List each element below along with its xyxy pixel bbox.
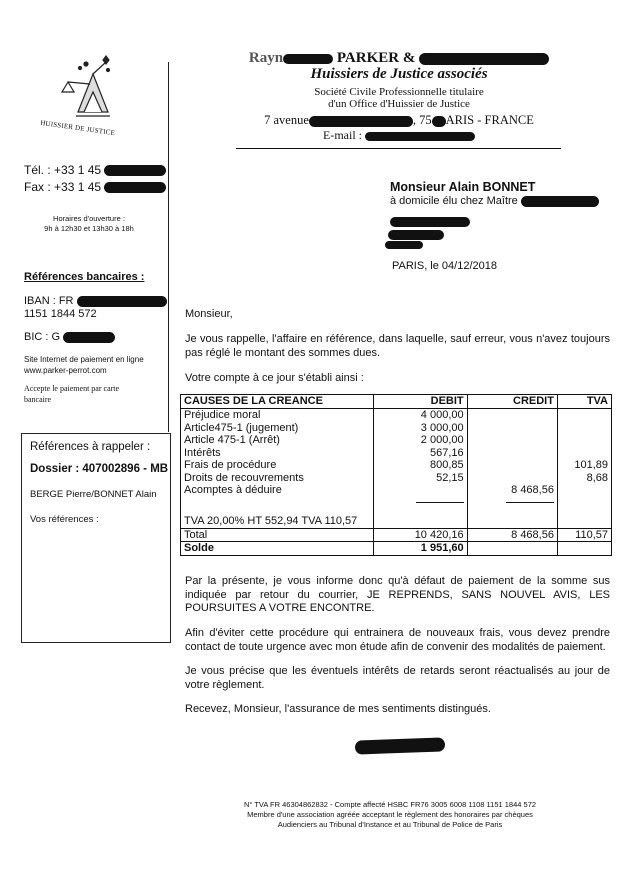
col-header-causes: CAUSES DE LA CREANCE: [181, 395, 374, 409]
cell-debit: 800,85: [373, 459, 467, 472]
addr-mid: , 75: [412, 113, 432, 127]
header-rule: [236, 148, 561, 149]
paragraph-1: Je vous rappelle, l'affaire en référence, dans laquelle, sauf erreur, vous n'avez toujours pas réglé le montant des sommes dues.: [185, 333, 610, 359]
cell-tva: [557, 422, 611, 435]
hours-title: Horaires d'ouverture :: [53, 214, 125, 223]
cell-cause: Article475-1 (jugement): [181, 422, 374, 435]
cell-cause: Préjudice moral: [181, 409, 374, 422]
footer-line3: Audienciers au Tribunal d'Instance et au Tribunal de Police de Paris: [277, 820, 503, 829]
paragraph-2: Votre compte à ce jour s'établi ainsi :: [185, 372, 364, 384]
cell-debit: 52,15: [373, 472, 467, 485]
parties: BERGE Pierre/BONNET Alain: [30, 489, 157, 500]
table-header-row: [181, 395, 612, 409]
firm-line1: Société Civile Professionnelle titulaire: [314, 86, 484, 98]
firm-mid: PARKER &: [336, 50, 416, 66]
refs-title: Références à rappeler :: [30, 441, 151, 453]
paragraph-3: Par la présente, je vous informe donc qu'à défaut de paiement de la somme sus indiquée par retour du courrier, JE REPRENDS, SANS NOUVEL AVIS, LES POURSUITES A VOTRE ENCONTRE.: [185, 575, 610, 614]
table-row: [181, 484, 612, 497]
addr-start: 7 avenue: [264, 113, 309, 127]
col-header-tva: TVA: [557, 395, 611, 409]
cell-credit: [467, 459, 557, 472]
bic-line: [24, 331, 115, 343]
redaction: [104, 182, 166, 193]
letter-date: PARIS, le 04/12/2018: [392, 260, 497, 272]
total-tva: 110,57: [557, 528, 611, 542]
hours-value: 9h à 12h30 et 13h30 à 18h: [44, 224, 134, 233]
iban-label: IBAN : FR: [24, 295, 74, 307]
your-refs: Vos références :: [30, 514, 99, 525]
recipient-domicile: à domicile élu chez Maître: [390, 195, 518, 207]
recipient-line1: [390, 195, 599, 207]
cell-tva: [557, 409, 611, 422]
cell-debit: 2 000,00: [373, 434, 467, 447]
balance-amount: 1 951,60: [373, 542, 467, 556]
cell-credit: [467, 472, 557, 485]
logo-caption: HUISSIER DE JUSTICE: [39, 118, 116, 138]
phone-value: +33 1 45: [54, 163, 102, 177]
cell-debit: [373, 484, 467, 497]
footer-line2: Membre d'une association agréée acceptant le règlement des honoraires par chèques: [247, 810, 533, 819]
cell-credit: [467, 422, 557, 435]
col-header-credit: CREDIT: [467, 395, 557, 409]
total-row: [181, 528, 612, 542]
total-debit: 10 420,16: [373, 528, 467, 542]
redaction: [521, 196, 599, 207]
paragraph-4: Afin d'éviter cette procédure qui entrainera de nouveaux frais, vous devez prendre contact de toute urgence avec mon étude afin de convenir des modalités de paiement.: [185, 627, 610, 653]
firm-prefix: Rayn: [248, 50, 284, 66]
redaction: [309, 116, 413, 127]
left-column-divider: [168, 62, 169, 432]
redaction: [432, 116, 446, 127]
cell-credit: [467, 447, 557, 460]
cell-cause: Droits de recouvrements: [181, 472, 374, 485]
firm-address: [234, 113, 564, 128]
greeting: Monsieur,: [185, 308, 233, 320]
cell-credit: 8 468,56: [467, 484, 557, 497]
fax-value: +33 1 45: [54, 180, 102, 194]
card-payment-line2: bancaire: [24, 395, 52, 404]
table-spacer-row: [181, 497, 612, 510]
firm-email: [234, 128, 564, 143]
cell-cause: Article 475-1 (Arrêt): [181, 434, 374, 447]
recipient-redacted-3: [385, 236, 423, 254]
subtotal-rule: [416, 502, 464, 503]
iban-line: [24, 295, 167, 307]
firm-name: [234, 50, 564, 67]
references-box: [21, 433, 171, 643]
footer-line1: N° TVA FR 46304862832 - Compte affecté HSBC FR76 3005 6008 1108 1151 1844 572: [243, 800, 537, 809]
cell-tva: 101,89: [557, 459, 611, 472]
cell-tva: [557, 434, 611, 447]
email-label: E-mail :: [323, 128, 362, 142]
tva-row: [181, 515, 612, 528]
payment-site-label: Site Internet de paiement en ligne: [24, 355, 144, 364]
cell-tva: [557, 447, 611, 460]
total-credit: 8 468,56: [467, 528, 557, 542]
redaction: [385, 241, 423, 249]
redaction: [77, 296, 167, 307]
tva-summary: TVA 20,00% HT 552,94 TVA 110,57: [181, 515, 374, 528]
cell-cause: Frais de procédure: [181, 459, 374, 472]
balance-row: [181, 542, 612, 556]
iban-tail: 1151 1844 572: [24, 308, 97, 320]
table-row: [181, 409, 612, 422]
cell-cause: Acomptes à déduire: [181, 484, 374, 497]
redaction: [104, 165, 166, 176]
cell-tva: 8,68: [557, 472, 611, 485]
cell-cause: Intérêts: [181, 447, 374, 460]
firm-line2: d'un Office d'Huissier de Justice: [328, 98, 470, 110]
phone-line: [24, 163, 166, 177]
phone-label: Tél. :: [24, 163, 51, 177]
signature-redaction: [355, 737, 445, 754]
bic-label: BIC : G: [24, 331, 61, 343]
cell-credit: [467, 434, 557, 447]
col-header-debit: DEBIT: [373, 395, 467, 409]
claims-table: [180, 394, 612, 556]
payment-site-url[interactable]: www.parker-perrot.com: [24, 366, 107, 375]
cell-debit: 4 000,00: [373, 409, 467, 422]
subtotal-rule: [506, 502, 554, 503]
table-row: [181, 447, 612, 460]
redaction: [283, 54, 333, 64]
balance-label: Solde: [181, 542, 374, 556]
cell-debit: 567,16: [373, 447, 467, 460]
table-row: [181, 422, 612, 435]
table-row: [181, 472, 612, 485]
bank-refs-title: Références bancaires :: [24, 271, 145, 283]
paragraph-6: Recevez, Monsieur, l'assurance de mes sentiments distingués.: [185, 703, 491, 715]
dossier-number: Dossier : 407002896 - MB: [30, 463, 169, 475]
fax-label: Fax :: [24, 180, 51, 194]
cell-debit: 3 000,00: [373, 422, 467, 435]
redaction: [419, 53, 549, 65]
fax-line: [24, 180, 166, 194]
addr-end: ARIS - FRANCE: [445, 113, 534, 127]
table-row: [181, 459, 612, 472]
paragraph-5: Je vous précise que les éventuels intérêts de retards seront réactualisés au jour de votre règlement.: [185, 665, 610, 691]
redaction: [63, 332, 115, 343]
cell-credit: [467, 409, 557, 422]
firm-title: Huissiers de Justice associés: [310, 66, 488, 82]
recipient-name: Monsieur Alain BONNET: [390, 180, 536, 194]
redaction: [365, 132, 475, 141]
total-label: Total: [181, 528, 374, 542]
card-payment-line1: Accepte le paiement par carte: [24, 384, 120, 393]
cell-tva: [557, 484, 611, 497]
table-row: [181, 434, 612, 447]
